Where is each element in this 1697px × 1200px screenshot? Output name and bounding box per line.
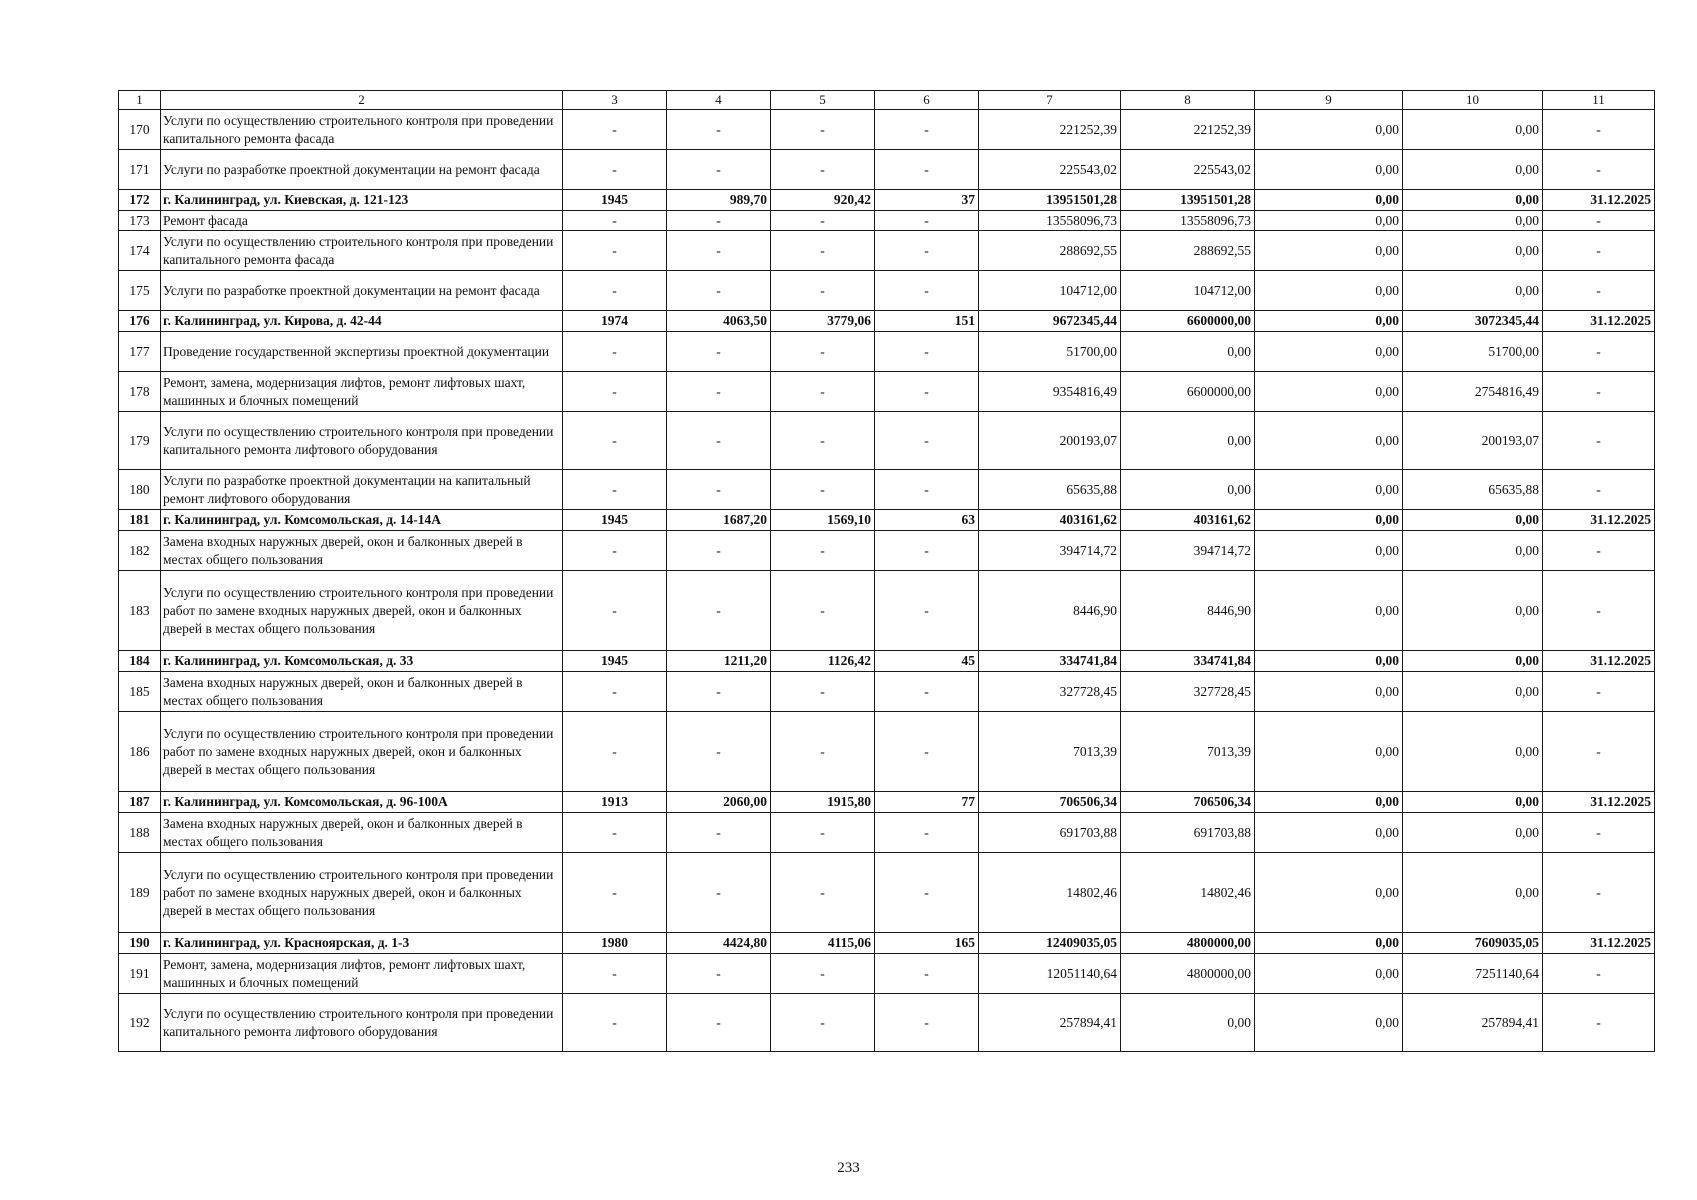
row-number-cell: 190 [119, 933, 161, 954]
item-name-cell: Ремонт, замена, модернизация лифтов, ремонт лифтовых шахт, машинных и блочных помещений [161, 372, 563, 412]
fund-cost-cell: 4800000,00 [1121, 954, 1255, 994]
row-number-cell: 184 [119, 651, 161, 672]
year-cell: - [563, 813, 667, 853]
residents-cell: - [875, 712, 979, 792]
fund-cost-cell: 6600000,00 [1121, 311, 1255, 332]
column-number: 6 [875, 91, 979, 110]
living-area-cell: - [771, 672, 875, 712]
residents-cell: - [875, 332, 979, 372]
total-area-cell: - [667, 110, 771, 150]
year-cell: - [563, 712, 667, 792]
total-cost-cell: 8446,90 [979, 571, 1121, 651]
total-cost-cell: 225543,02 [979, 150, 1121, 190]
work-item-row [119, 571, 1655, 651]
deadline-cell: - [1543, 672, 1655, 712]
row-number-cell: 173 [119, 211, 161, 231]
total-area-cell: 989,70 [667, 190, 771, 211]
budget-cost-cell: 0,00 [1255, 712, 1403, 792]
year-cell: 1974 [563, 311, 667, 332]
row-number-cell: 185 [119, 672, 161, 712]
budget-cost-cell: 0,00 [1255, 792, 1403, 813]
year-cell: - [563, 110, 667, 150]
owner-cost-cell: 0,00 [1403, 211, 1543, 231]
deadline-cell: - [1543, 231, 1655, 271]
residents-cell: - [875, 571, 979, 651]
document-sheet [118, 90, 1654, 1052]
fund-cost-cell: 225543,02 [1121, 150, 1255, 190]
item-name-cell: Услуги по осуществлению строительного контроля при проведении капитального ремонта лифтового оборудования [161, 412, 563, 470]
living-area-cell: - [771, 954, 875, 994]
column-number: 2 [161, 91, 563, 110]
year-cell: - [563, 470, 667, 510]
living-area-cell: 1915,80 [771, 792, 875, 813]
deadline-cell: - [1543, 813, 1655, 853]
total-cost-cell: 200193,07 [979, 412, 1121, 470]
deadline-cell: - [1543, 470, 1655, 510]
fund-cost-cell: 104712,00 [1121, 271, 1255, 311]
owner-cost-cell: 0,00 [1403, 813, 1543, 853]
year-cell: 1913 [563, 792, 667, 813]
residents-cell: - [875, 150, 979, 190]
total-cost-cell: 9354816,49 [979, 372, 1121, 412]
work-item-row [119, 150, 1655, 190]
column-number-row [119, 91, 1655, 110]
living-area-cell: 1569,10 [771, 510, 875, 531]
total-cost-cell: 13558096,73 [979, 211, 1121, 231]
item-name-cell: г. Калининград, ул. Комсомольская, д. 96-100А [161, 792, 563, 813]
work-item-row [119, 271, 1655, 311]
year-cell: - [563, 332, 667, 372]
total-cost-cell: 12051140,64 [979, 954, 1121, 994]
fund-cost-cell: 394714,72 [1121, 531, 1255, 571]
total-cost-cell: 221252,39 [979, 110, 1121, 150]
residents-cell: - [875, 994, 979, 1052]
living-area-cell: 4115,06 [771, 933, 875, 954]
budget-cost-cell: 0,00 [1255, 470, 1403, 510]
budget-cost-cell: 0,00 [1255, 994, 1403, 1052]
living-area-cell: - [771, 372, 875, 412]
budget-cost-cell: 0,00 [1255, 651, 1403, 672]
owner-cost-cell: 0,00 [1403, 510, 1543, 531]
budget-cost-cell: 0,00 [1255, 332, 1403, 372]
row-number-cell: 172 [119, 190, 161, 211]
row-number-cell: 181 [119, 510, 161, 531]
owner-cost-cell: 3072345,44 [1403, 311, 1543, 332]
owner-cost-cell: 0,00 [1403, 231, 1543, 271]
year-cell: - [563, 531, 667, 571]
year-cell: 1945 [563, 651, 667, 672]
row-number-cell: 192 [119, 994, 161, 1052]
total-cost-cell: 9672345,44 [979, 311, 1121, 332]
item-name-cell: Ремонт, замена, модернизация лифтов, ремонт лифтовых шахт, машинных и блочных помещений [161, 954, 563, 994]
row-number-cell: 186 [119, 712, 161, 792]
owner-cost-cell: 0,00 [1403, 150, 1543, 190]
owner-cost-cell: 0,00 [1403, 271, 1543, 311]
fund-cost-cell: 0,00 [1121, 332, 1255, 372]
total-area-cell: - [667, 853, 771, 933]
living-area-cell: - [771, 853, 875, 933]
work-item-row [119, 954, 1655, 994]
owner-cost-cell: 0,00 [1403, 651, 1543, 672]
total-area-cell: - [667, 231, 771, 271]
row-number-cell: 187 [119, 792, 161, 813]
row-number-cell: 183 [119, 571, 161, 651]
table-body [119, 91, 1655, 1052]
total-area-cell: - [667, 150, 771, 190]
total-cost-cell: 257894,41 [979, 994, 1121, 1052]
address-row [119, 792, 1655, 813]
fund-cost-cell: 0,00 [1121, 412, 1255, 470]
item-name-cell: г. Калининград, ул. Красноярская, д. 1-3 [161, 933, 563, 954]
work-item-row [119, 412, 1655, 470]
budget-cost-cell: 0,00 [1255, 853, 1403, 933]
row-number-cell: 180 [119, 470, 161, 510]
living-area-cell: - [771, 332, 875, 372]
total-area-cell: 4063,50 [667, 311, 771, 332]
total-area-cell: 2060,00 [667, 792, 771, 813]
year-cell: 1980 [563, 933, 667, 954]
total-area-cell: - [667, 271, 771, 311]
owner-cost-cell: 200193,07 [1403, 412, 1543, 470]
column-number: 7 [979, 91, 1121, 110]
owner-cost-cell: 0,00 [1403, 531, 1543, 571]
fund-cost-cell: 4800000,00 [1121, 933, 1255, 954]
row-number-cell: 191 [119, 954, 161, 994]
living-area-cell: 1126,42 [771, 651, 875, 672]
living-area-cell: - [771, 470, 875, 510]
page-number: 233 [837, 1160, 860, 1176]
residents-cell: 37 [875, 190, 979, 211]
total-area-cell: - [667, 712, 771, 792]
total-cost-cell: 65635,88 [979, 470, 1121, 510]
address-row [119, 933, 1655, 954]
living-area-cell: - [771, 813, 875, 853]
budget-cost-cell: 0,00 [1255, 510, 1403, 531]
owner-cost-cell: 7251140,64 [1403, 954, 1543, 994]
deadline-cell: - [1543, 954, 1655, 994]
living-area-cell: - [771, 110, 875, 150]
total-cost-cell: 104712,00 [979, 271, 1121, 311]
living-area-cell: - [771, 571, 875, 651]
living-area-cell: - [771, 211, 875, 231]
work-item-row [119, 211, 1655, 231]
total-area-cell: - [667, 372, 771, 412]
year-cell: - [563, 672, 667, 712]
fund-cost-cell: 14802,46 [1121, 853, 1255, 933]
year-cell: - [563, 271, 667, 311]
total-area-cell: - [667, 531, 771, 571]
budget-cost-cell: 0,00 [1255, 372, 1403, 412]
deadline-cell: - [1543, 571, 1655, 651]
deadline-cell: - [1543, 211, 1655, 231]
work-item-row [119, 531, 1655, 571]
fund-cost-cell: 13558096,73 [1121, 211, 1255, 231]
budget-cost-cell: 0,00 [1255, 190, 1403, 211]
budget-cost-cell: 0,00 [1255, 211, 1403, 231]
row-number-cell: 175 [119, 271, 161, 311]
fund-cost-cell: 13951501,28 [1121, 190, 1255, 211]
row-number-cell: 179 [119, 412, 161, 470]
work-item-row [119, 853, 1655, 933]
residents-cell: - [875, 372, 979, 412]
fund-cost-cell: 334741,84 [1121, 651, 1255, 672]
total-area-cell: - [667, 211, 771, 231]
work-item-row [119, 470, 1655, 510]
row-number-cell: 176 [119, 311, 161, 332]
work-item-row [119, 813, 1655, 853]
fund-cost-cell: 288692,55 [1121, 231, 1255, 271]
owner-cost-cell: 0,00 [1403, 792, 1543, 813]
deadline-cell: 31.12.2025 [1543, 651, 1655, 672]
living-area-cell: - [771, 271, 875, 311]
year-cell: - [563, 372, 667, 412]
budget-cost-cell: 0,00 [1255, 311, 1403, 332]
address-row [119, 510, 1655, 531]
item-name-cell: г. Калининград, ул. Кирова, д. 42-44 [161, 311, 563, 332]
residents-cell: - [875, 470, 979, 510]
row-number-cell: 182 [119, 531, 161, 571]
budget-cost-cell: 0,00 [1255, 813, 1403, 853]
total-cost-cell: 51700,00 [979, 332, 1121, 372]
budget-cost-cell: 0,00 [1255, 110, 1403, 150]
deadline-cell: - [1543, 712, 1655, 792]
column-number: 3 [563, 91, 667, 110]
address-row [119, 651, 1655, 672]
total-cost-cell: 334741,84 [979, 651, 1121, 672]
year-cell: - [563, 853, 667, 933]
residents-cell: - [875, 853, 979, 933]
column-number: 1 [119, 91, 161, 110]
work-item-row [119, 110, 1655, 150]
fund-cost-cell: 403161,62 [1121, 510, 1255, 531]
fund-cost-cell: 691703,88 [1121, 813, 1255, 853]
year-cell: - [563, 994, 667, 1052]
owner-cost-cell: 65635,88 [1403, 470, 1543, 510]
owner-cost-cell: 0,00 [1403, 712, 1543, 792]
total-cost-cell: 288692,55 [979, 231, 1121, 271]
item-name-cell: Услуги по осуществлению строительного контроля при проведении капитального ремонта лифтового оборудования [161, 994, 563, 1052]
work-item-row [119, 231, 1655, 271]
work-item-row [119, 712, 1655, 792]
residents-cell: - [875, 954, 979, 994]
fund-cost-cell: 8446,90 [1121, 571, 1255, 651]
total-area-cell: 1211,20 [667, 651, 771, 672]
total-area-cell: - [667, 672, 771, 712]
living-area-cell: - [771, 231, 875, 271]
owner-cost-cell: 0,00 [1403, 190, 1543, 211]
item-name-cell: Услуги по осуществлению строительного контроля при проведении капитального ремонта фасада [161, 110, 563, 150]
residents-cell: 45 [875, 651, 979, 672]
row-number-cell: 174 [119, 231, 161, 271]
year-cell: - [563, 954, 667, 994]
year-cell: 1945 [563, 510, 667, 531]
total-cost-cell: 12409035,05 [979, 933, 1121, 954]
item-name-cell: Проведение государственной экспертизы проектной документации [161, 332, 563, 372]
deadline-cell: - [1543, 150, 1655, 190]
residents-cell: - [875, 110, 979, 150]
budget-cost-cell: 0,00 [1255, 271, 1403, 311]
living-area-cell: - [771, 994, 875, 1052]
deadline-cell: - [1543, 332, 1655, 372]
owner-cost-cell: 257894,41 [1403, 994, 1543, 1052]
total-area-cell: - [667, 470, 771, 510]
owner-cost-cell: 0,00 [1403, 571, 1543, 651]
living-area-cell: - [771, 531, 875, 571]
deadline-cell: 31.12.2025 [1543, 190, 1655, 211]
total-area-cell: - [667, 571, 771, 651]
item-name-cell: Услуги по осуществлению строительного контроля при проведении работ по замене входных наружных дверей, окон и балконных дверей в местах общего пользования [161, 853, 563, 933]
deadline-cell: - [1543, 110, 1655, 150]
residents-cell: 63 [875, 510, 979, 531]
item-name-cell: Услуги по разработке проектной документации на ремонт фасада [161, 150, 563, 190]
owner-cost-cell: 0,00 [1403, 672, 1543, 712]
column-number: 10 [1403, 91, 1543, 110]
item-name-cell: г. Калининград, ул. Комсомольская, д. 14-14А [161, 510, 563, 531]
total-cost-cell: 394714,72 [979, 531, 1121, 571]
total-area-cell: 1687,20 [667, 510, 771, 531]
deadline-cell: - [1543, 531, 1655, 571]
budget-cost-cell: 0,00 [1255, 150, 1403, 190]
deadline-cell: 31.12.2025 [1543, 311, 1655, 332]
owner-cost-cell: 0,00 [1403, 110, 1543, 150]
capital-repair-table [118, 90, 1655, 1052]
total-cost-cell: 13951501,28 [979, 190, 1121, 211]
fund-cost-cell: 706506,34 [1121, 792, 1255, 813]
row-number-cell: 170 [119, 110, 161, 150]
year-cell: - [563, 211, 667, 231]
residents-cell: - [875, 531, 979, 571]
fund-cost-cell: 221252,39 [1121, 110, 1255, 150]
deadline-cell: - [1543, 853, 1655, 933]
residents-cell: - [875, 672, 979, 712]
total-area-cell: - [667, 954, 771, 994]
item-name-cell: Ремонт фасада [161, 211, 563, 231]
budget-cost-cell: 0,00 [1255, 571, 1403, 651]
column-number: 5 [771, 91, 875, 110]
owner-cost-cell: 2754816,49 [1403, 372, 1543, 412]
deadline-cell: - [1543, 372, 1655, 412]
total-area-cell: 4424,80 [667, 933, 771, 954]
item-name-cell: Услуги по осуществлению строительного контроля при проведении работ по замене входных наружных дверей, окон и балконных дверей в местах общего пользования [161, 712, 563, 792]
total-area-cell: - [667, 994, 771, 1052]
residents-cell: - [875, 211, 979, 231]
total-cost-cell: 403161,62 [979, 510, 1121, 531]
row-number-cell: 177 [119, 332, 161, 372]
work-item-row [119, 372, 1655, 412]
budget-cost-cell: 0,00 [1255, 231, 1403, 271]
deadline-cell: 31.12.2025 [1543, 933, 1655, 954]
item-name-cell: г. Калининград, ул. Киевская, д. 121-123 [161, 190, 563, 211]
total-area-cell: - [667, 813, 771, 853]
year-cell: - [563, 571, 667, 651]
column-number: 4 [667, 91, 771, 110]
column-number: 8 [1121, 91, 1255, 110]
address-row [119, 311, 1655, 332]
fund-cost-cell: 6600000,00 [1121, 372, 1255, 412]
residents-cell: - [875, 813, 979, 853]
residents-cell: - [875, 231, 979, 271]
row-number-cell: 188 [119, 813, 161, 853]
living-area-cell: - [771, 412, 875, 470]
item-name-cell: Услуги по разработке проектной документации на капитальный ремонт лифтового оборудования [161, 470, 563, 510]
total-area-cell: - [667, 332, 771, 372]
fund-cost-cell: 0,00 [1121, 470, 1255, 510]
item-name-cell: Услуги по разработке проектной документации на ремонт фасада [161, 271, 563, 311]
budget-cost-cell: 0,00 [1255, 672, 1403, 712]
budget-cost-cell: 0,00 [1255, 412, 1403, 470]
total-cost-cell: 706506,34 [979, 792, 1121, 813]
deadline-cell: - [1543, 412, 1655, 470]
owner-cost-cell: 51700,00 [1403, 332, 1543, 372]
living-area-cell: 3779,06 [771, 311, 875, 332]
residents-cell: 165 [875, 933, 979, 954]
year-cell: 1945 [563, 190, 667, 211]
living-area-cell: - [771, 150, 875, 190]
total-cost-cell: 691703,88 [979, 813, 1121, 853]
item-name-cell: Услуги по осуществлению строительного контроля при проведении работ по замене входных наружных дверей, окон и балконных дверей в местах общего пользования [161, 571, 563, 651]
deadline-cell: - [1543, 994, 1655, 1052]
column-number: 9 [1255, 91, 1403, 110]
year-cell: - [563, 150, 667, 190]
total-cost-cell: 327728,45 [979, 672, 1121, 712]
residents-cell: - [875, 271, 979, 311]
fund-cost-cell: 7013,39 [1121, 712, 1255, 792]
fund-cost-cell: 0,00 [1121, 994, 1255, 1052]
living-area-cell: - [771, 712, 875, 792]
fund-cost-cell: 327728,45 [1121, 672, 1255, 712]
work-item-row [119, 332, 1655, 372]
item-name-cell: Замена входных наружных дверей, окон и балконных дверей в местах общего пользования [161, 672, 563, 712]
budget-cost-cell: 0,00 [1255, 954, 1403, 994]
year-cell: - [563, 412, 667, 470]
owner-cost-cell: 0,00 [1403, 853, 1543, 933]
address-row [119, 190, 1655, 211]
residents-cell: 151 [875, 311, 979, 332]
work-item-row [119, 672, 1655, 712]
row-number-cell: 189 [119, 853, 161, 933]
item-name-cell: Замена входных наружных дверей, окон и балконных дверей в местах общего пользования [161, 813, 563, 853]
total-cost-cell: 7013,39 [979, 712, 1121, 792]
item-name-cell: Замена входных наружных дверей, окон и балконных дверей в местах общего пользования [161, 531, 563, 571]
year-cell: - [563, 231, 667, 271]
total-cost-cell: 14802,46 [979, 853, 1121, 933]
budget-cost-cell: 0,00 [1255, 933, 1403, 954]
item-name-cell: Услуги по осуществлению строительного контроля при проведении капитального ремонта фасада [161, 231, 563, 271]
budget-cost-cell: 0,00 [1255, 531, 1403, 571]
deadline-cell: - [1543, 271, 1655, 311]
deadline-cell: 31.12.2025 [1543, 792, 1655, 813]
residents-cell: - [875, 412, 979, 470]
residents-cell: 77 [875, 792, 979, 813]
owner-cost-cell: 7609035,05 [1403, 933, 1543, 954]
row-number-cell: 178 [119, 372, 161, 412]
item-name-cell: г. Калининград, ул. Комсомольская, д. 33 [161, 651, 563, 672]
work-item-row [119, 994, 1655, 1052]
column-number: 11 [1543, 91, 1655, 110]
living-area-cell: 920,42 [771, 190, 875, 211]
deadline-cell: 31.12.2025 [1543, 510, 1655, 531]
row-number-cell: 171 [119, 150, 161, 190]
total-area-cell: - [667, 412, 771, 470]
